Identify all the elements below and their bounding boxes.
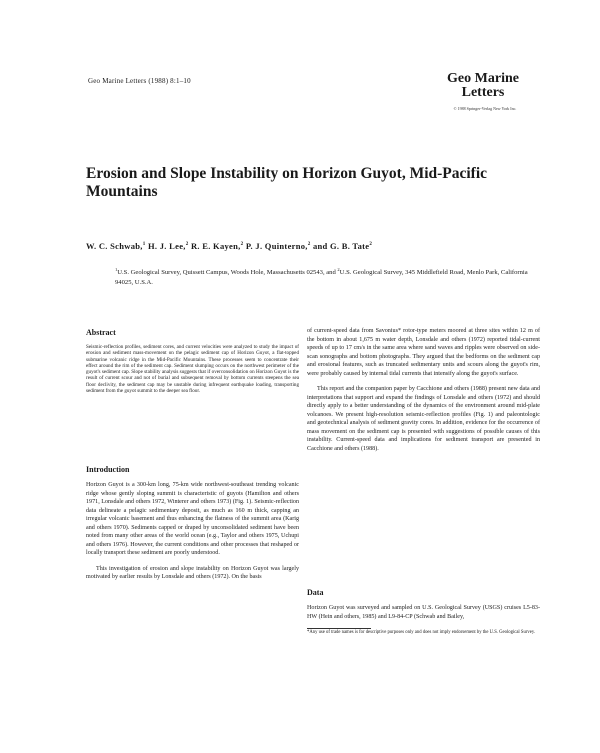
column2-body	[307, 327, 540, 460]
abstract-text: Seismic-reflection profiles, sediment cores, and current velocities were analyzed to study the impact of erosion and sediment mass-movement on the pelagic sediment cap of Horizon Guyot, a flat-topped submarine volcanic ridge in the Mid-Pacific Mountains. These processes seem to concentrate their effect around the rim of the sediment cap. Sediment slumping occurs on the northwest perimeter of the guyot's sediment cap. Slope stability analysis suggests that if overconsolidation on Horizon Guyot is the result of current scour and not of burial and subsequent removal by bottom currents steepens the sea floor declivity, the sediment cap may be unstable during infrequent earthquake loading, transporting sediment from the guyot summit to the deeper sea floor.	[86, 344, 299, 395]
author-affiliation-mark: 2	[240, 242, 244, 248]
paragraph: This report and the companion paper by Cacchione and others (1988) present new data and interpretations that support and expand the findings of Lonsdale and others (1972) and should directly apply to a better understanding of the dynamics of the environment around mid-plate volcanoes. We present high-resolution seismic-reflection profiles (Fig. 1) and paleontologic and geotechnical analysis of sediment gravity cores. In addition, evidence for the occurrence of mass movement on the sediment cap is presented with suggestions of possible causes of this instability. Current-speed data and implications for sediment transport are presented in Cacchione and others (1988).	[307, 386, 540, 452]
introduction-body	[86, 481, 299, 589]
author-affiliation-mark: 1	[142, 242, 146, 248]
paragraph: Horizon Guyot is a 300-km long, 75-km wide northwest-southeast trending volcanic ridge whose gently sloping summit is characteristic of guyots (Hamilton and others 1971, Lonsdale and others 1972, Winterer and others 1973) (Fig. 1). Seismic-reflection data delineate a pelagic sedimentary deposit, as much as 160 m thick, capping an irregular volcanic basement and thus enhancing the flatness of the summit area (Karig and others 1970). Sediments capped or draped by unconsolidated sediment have been noted from many other areas of the world ocean (e.g., Taylor and others 1975, Uchupi and others 1976). However, the current conditions and other processes that reshaped or locally transport these sediment are poorly understood.	[86, 482, 299, 556]
author-affiliation-mark: 2	[307, 242, 311, 248]
journal-citation: Geo Marine Letters (1988) 8:1–10	[88, 77, 191, 85]
paragraph: Horizon Guyot was surveyed and sampled on U.S. Geological Survey (USGS) cruises L5-83-HW (Hein and others, 1985) and L9-84-CP (Schwab and Bailey,	[307, 605, 540, 620]
author-name: P. J. Quinterno,	[245, 241, 308, 251]
author-list	[86, 241, 372, 251]
paragraph: of current-speed data from Savonius* rotor-type meters moored at three sites within 12 m of the bottom in about 1,675 m water depth, Lonsdale and others (1972) reported tidal-current speeds of up to 17 cm/s in the same area where sand waves and ripples were observed on side-scan sonographs and bottom photographs. They argued that the bedforms on the sediment cap and erosional features, such as truncated sedimentary units and scours along the guyot's rim, were probably caused by internal tidal currents that intensify along the guyot's surface.	[307, 328, 540, 377]
author-name: H. J. Lee,	[147, 241, 186, 251]
paragraph: This investigation of erosion and slope instability on Horizon Guyot was largely motivated by earlier results by Lonsdale and others (1972). On the basis	[86, 565, 299, 580]
data-section-body	[307, 604, 540, 628]
journal-name-line2: Letters	[461, 85, 505, 100]
data-section-heading: Data	[307, 588, 324, 597]
author-affiliation-mark: 2	[369, 242, 373, 248]
author-affiliation-mark: 2	[185, 242, 189, 248]
introduction-heading: Introduction	[86, 465, 130, 474]
author-name: W. C. Schwab,	[86, 241, 143, 251]
footnote-divider	[307, 628, 371, 629]
copyright-notice: © 1988 Springer-Verlag New York Inc.	[453, 106, 517, 111]
author-affiliations: $^1$U.S. Geological Survey, Quissett Campus, Woods Hole, Massachusetts 02543, and $^2$U.S. Geological Survey, 345 Middlefield Road, Menlo Park, California 94025, U.S.A.	[115, 267, 528, 287]
abstract-heading: Abstract	[86, 328, 116, 337]
journal-logo	[428, 72, 538, 100]
author-name: R. E. Kayen,	[190, 241, 241, 251]
journal-name-line1: Geo Marine	[447, 71, 519, 86]
author-name: and G. B. Tate	[312, 241, 370, 251]
article-title: Erosion and Slope Instability on Horizon Guyot, Mid-Pacific Mountains	[86, 165, 488, 200]
footnote: *Any use of trade names is for descriptive purposes only and does not imply endorsement by the U.S. Geological Survey.	[307, 630, 536, 635]
